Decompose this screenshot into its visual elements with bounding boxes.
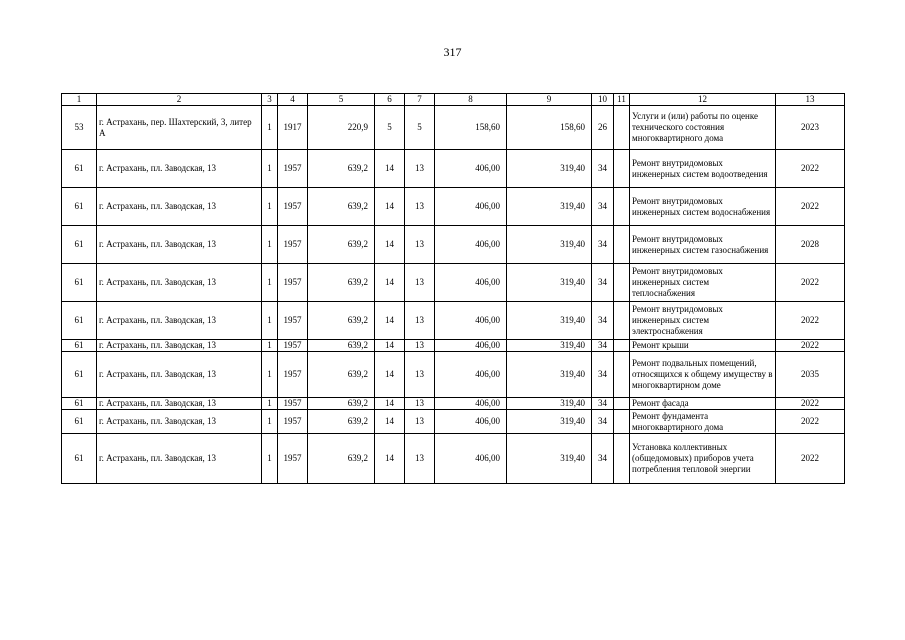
table-cell-col-11 xyxy=(614,150,630,188)
table-cell-col-12: Ремонт фасада xyxy=(630,398,776,410)
table-cell-col-2: г. Астрахань, пл. Заводская, 13 xyxy=(97,340,262,352)
table-cell-col-11 xyxy=(614,264,630,302)
table-cell-col-12: Ремонт внутридомовых инженерных систем газоснабжения xyxy=(630,226,776,264)
table-cell-col-2: г. Астрахань, пл. Заводская, 13 xyxy=(97,150,262,188)
table-cell-col-7: 13 xyxy=(405,340,435,352)
table-cell-col-3: 1 xyxy=(262,302,278,340)
table-cell-col-8: 406,00 xyxy=(435,410,507,434)
table-cell-col-8: 406,00 xyxy=(435,226,507,264)
table-cell-col-12: Установка коллективных (общедомовых) приборов учета потребления тепловой энергии xyxy=(630,434,776,484)
table-cell-col-12: Ремонт внутридомовых инженерных систем электроснабжения xyxy=(630,302,776,340)
table-cell-col-13: 2035 xyxy=(776,352,845,398)
table-cell-col-9: 319,40 xyxy=(507,226,592,264)
table-cell-col-10: 34 xyxy=(592,434,614,484)
table-cell-col-4: 1957 xyxy=(278,340,308,352)
table-cell-col-11 xyxy=(614,302,630,340)
table-cell-col-3: 1 xyxy=(262,352,278,398)
table-cell-col-10: 34 xyxy=(592,352,614,398)
table-cell-col-12: Услуги и (или) работы по оценке технического состояния многоквартирного дома xyxy=(630,106,776,150)
table-cell-col-5: 639,2 xyxy=(308,302,375,340)
table-row xyxy=(62,188,845,226)
table-cell-col-1: 53 xyxy=(62,106,97,150)
table-cell-col-9: 319,40 xyxy=(507,398,592,410)
table-cell-col-11 xyxy=(614,410,630,434)
table-cell-col-1: 61 xyxy=(62,398,97,410)
table-cell-col-10: 34 xyxy=(592,410,614,434)
table-cell-col-13: 2022 xyxy=(776,150,845,188)
table-cell-col-12: Ремонт подвальных помещений, относящихся к общему имуществу в многоквартирном доме xyxy=(630,352,776,398)
table-cell-col-12: Ремонт внутридомовых инженерных систем водоотведения xyxy=(630,150,776,188)
column-number-1: 1 xyxy=(62,94,97,106)
table-cell-col-7: 13 xyxy=(405,434,435,484)
table-cell-col-13: 2022 xyxy=(776,434,845,484)
table-cell-col-11 xyxy=(614,106,630,150)
table-cell-col-5: 639,2 xyxy=(308,188,375,226)
table-cell-col-7: 13 xyxy=(405,150,435,188)
column-number-11: 11 xyxy=(614,94,630,106)
table-cell-col-11 xyxy=(614,434,630,484)
table-cell-col-4: 1957 xyxy=(278,398,308,410)
table-cell-col-13: 2022 xyxy=(776,410,845,434)
column-number-8: 8 xyxy=(435,94,507,106)
column-number-7: 7 xyxy=(405,94,435,106)
table-cell-col-3: 1 xyxy=(262,410,278,434)
table-cell-col-1: 61 xyxy=(62,226,97,264)
table-cell-col-7: 13 xyxy=(405,302,435,340)
table-cell-col-1: 61 xyxy=(62,150,97,188)
table-cell-col-5: 639,2 xyxy=(308,226,375,264)
repair-schedule-table xyxy=(61,93,845,484)
table-cell-col-7: 13 xyxy=(405,352,435,398)
table-cell-col-4: 1957 xyxy=(278,264,308,302)
table-cell-col-1: 61 xyxy=(62,302,97,340)
table-cell-col-2: г. Астрахань, пер. Шахтерский, 3, литер А xyxy=(97,106,262,150)
table-cell-col-4: 1957 xyxy=(278,434,308,484)
column-number-6: 6 xyxy=(375,94,405,106)
table-cell-col-7: 13 xyxy=(405,410,435,434)
column-number-10: 10 xyxy=(592,94,614,106)
table-cell-col-10: 34 xyxy=(592,188,614,226)
table-cell-col-6: 14 xyxy=(375,226,405,264)
table-cell-col-5: 639,2 xyxy=(308,398,375,410)
table-cell-col-7: 13 xyxy=(405,188,435,226)
table-cell-col-9: 319,40 xyxy=(507,150,592,188)
table-cell-col-2: г. Астрахань, пл. Заводская, 13 xyxy=(97,398,262,410)
table-cell-col-8: 406,00 xyxy=(435,434,507,484)
table-row xyxy=(62,150,845,188)
table-cell-col-9: 319,40 xyxy=(507,302,592,340)
table-cell-col-2: г. Астрахань, пл. Заводская, 13 xyxy=(97,188,262,226)
table-row xyxy=(62,398,845,410)
table-cell-col-6: 14 xyxy=(375,410,405,434)
table-cell-col-8: 158,60 xyxy=(435,106,507,150)
table-cell-col-10: 34 xyxy=(592,264,614,302)
table-cell-col-13: 2022 xyxy=(776,302,845,340)
table-cell-col-8: 406,00 xyxy=(435,398,507,410)
table-cell-col-6: 14 xyxy=(375,188,405,226)
table-cell-col-9: 319,40 xyxy=(507,264,592,302)
table-cell-col-1: 61 xyxy=(62,340,97,352)
table-cell-col-10: 34 xyxy=(592,302,614,340)
table-cell-col-11 xyxy=(614,352,630,398)
table-cell-col-6: 14 xyxy=(375,340,405,352)
column-number-13: 13 xyxy=(776,94,845,106)
column-number-5: 5 xyxy=(308,94,375,106)
table-cell-col-3: 1 xyxy=(262,188,278,226)
table-cell-col-4: 1957 xyxy=(278,352,308,398)
table-cell-col-7: 13 xyxy=(405,264,435,302)
table-cell-col-3: 1 xyxy=(262,150,278,188)
table-cell-col-5: 639,2 xyxy=(308,352,375,398)
table-cell-col-12: Ремонт крыши xyxy=(630,340,776,352)
table-cell-col-11 xyxy=(614,340,630,352)
table-cell-col-10: 34 xyxy=(592,226,614,264)
table-cell-col-6: 14 xyxy=(375,434,405,484)
table-cell-col-7: 5 xyxy=(405,106,435,150)
table-cell-col-6: 14 xyxy=(375,264,405,302)
table-cell-col-3: 1 xyxy=(262,340,278,352)
table-cell-col-11 xyxy=(614,226,630,264)
table-cell-col-13: 2022 xyxy=(776,398,845,410)
table-row xyxy=(62,302,845,340)
table-cell-col-13: 2022 xyxy=(776,264,845,302)
table-cell-col-9: 319,40 xyxy=(507,352,592,398)
table-cell-col-13: 2022 xyxy=(776,340,845,352)
table-cell-col-10: 34 xyxy=(592,150,614,188)
column-number-4: 4 xyxy=(278,94,308,106)
table-cell-col-6: 14 xyxy=(375,302,405,340)
table-cell-col-6: 14 xyxy=(375,150,405,188)
table-cell-col-6: 5 xyxy=(375,106,405,150)
page-number: 317 xyxy=(443,45,462,59)
table-header-row xyxy=(62,94,845,106)
table-cell-col-2: г. Астрахань, пл. Заводская, 13 xyxy=(97,302,262,340)
column-number-12: 12 xyxy=(630,94,776,106)
table-cell-col-6: 14 xyxy=(375,398,405,410)
table-cell-col-2: г. Астрахань, пл. Заводская, 13 xyxy=(97,264,262,302)
table-cell-col-3: 1 xyxy=(262,226,278,264)
table-cell-col-4: 1957 xyxy=(278,150,308,188)
table-cell-col-1: 61 xyxy=(62,264,97,302)
table-cell-col-13: 2028 xyxy=(776,226,845,264)
table-row xyxy=(62,106,845,150)
table-cell-col-1: 61 xyxy=(62,434,97,484)
table-cell-col-9: 319,40 xyxy=(507,410,592,434)
table-cell-col-9: 158,60 xyxy=(507,106,592,150)
table-cell-col-11 xyxy=(614,188,630,226)
table-cell-col-8: 406,00 xyxy=(435,188,507,226)
table-cell-col-2: г. Астрахань, пл. Заводская, 13 xyxy=(97,410,262,434)
table-cell-col-12: Ремонт фундамента многоквартирного дома xyxy=(630,410,776,434)
table-cell-col-8: 406,00 xyxy=(435,340,507,352)
table-cell-col-12: Ремонт внутридомовых инженерных систем водоснабжения xyxy=(630,188,776,226)
table-cell-col-2: г. Астрахань, пл. Заводская, 13 xyxy=(97,352,262,398)
table-row xyxy=(62,264,845,302)
table-cell-col-5: 639,2 xyxy=(308,410,375,434)
table-cell-col-2: г. Астрахань, пл. Заводская, 13 xyxy=(97,226,262,264)
table-cell-col-4: 1917 xyxy=(278,106,308,150)
table-cell-col-8: 406,00 xyxy=(435,264,507,302)
table-cell-col-10: 34 xyxy=(592,340,614,352)
table-cell-col-1: 61 xyxy=(62,352,97,398)
column-number-2: 2 xyxy=(97,94,262,106)
table-cell-col-5: 220,9 xyxy=(308,106,375,150)
table-cell-col-13: 2022 xyxy=(776,188,845,226)
column-number-9: 9 xyxy=(507,94,592,106)
table-cell-col-6: 14 xyxy=(375,352,405,398)
table-cell-col-3: 1 xyxy=(262,106,278,150)
table-cell-col-2: г. Астрахань, пл. Заводская, 13 xyxy=(97,434,262,484)
table-cell-col-7: 13 xyxy=(405,398,435,410)
table-cell-col-3: 1 xyxy=(262,264,278,302)
table-cell-col-8: 406,00 xyxy=(435,302,507,340)
table-row xyxy=(62,340,845,352)
table-cell-col-4: 1957 xyxy=(278,188,308,226)
table-cell-col-9: 319,40 xyxy=(507,188,592,226)
table-cell-col-1: 61 xyxy=(62,410,97,434)
table-row xyxy=(62,434,845,484)
table-cell-col-8: 406,00 xyxy=(435,150,507,188)
table-cell-col-13: 2023 xyxy=(776,106,845,150)
table-cell-col-3: 1 xyxy=(262,398,278,410)
table-row xyxy=(62,226,845,264)
table-cell-col-12: Ремонт внутридомовых инженерных систем теплоснабжения xyxy=(630,264,776,302)
column-number-3: 3 xyxy=(262,94,278,106)
table-row xyxy=(62,352,845,398)
table-cell-col-3: 1 xyxy=(262,434,278,484)
table-cell-col-4: 1957 xyxy=(278,410,308,434)
table-cell-col-10: 34 xyxy=(592,398,614,410)
table-cell-col-5: 639,2 xyxy=(308,434,375,484)
table-cell-col-5: 639,2 xyxy=(308,150,375,188)
table-cell-col-10: 26 xyxy=(592,106,614,150)
table-cell-col-7: 13 xyxy=(405,226,435,264)
table-cell-col-11 xyxy=(614,398,630,410)
table-cell-col-9: 319,40 xyxy=(507,434,592,484)
table-cell-col-5: 639,2 xyxy=(308,264,375,302)
table-row xyxy=(62,410,845,434)
table-cell-col-9: 319,40 xyxy=(507,340,592,352)
table-cell-col-8: 406,00 xyxy=(435,352,507,398)
table-cell-col-4: 1957 xyxy=(278,302,308,340)
table-cell-col-5: 639,2 xyxy=(308,340,375,352)
table-cell-col-4: 1957 xyxy=(278,226,308,264)
table-cell-col-1: 61 xyxy=(62,188,97,226)
